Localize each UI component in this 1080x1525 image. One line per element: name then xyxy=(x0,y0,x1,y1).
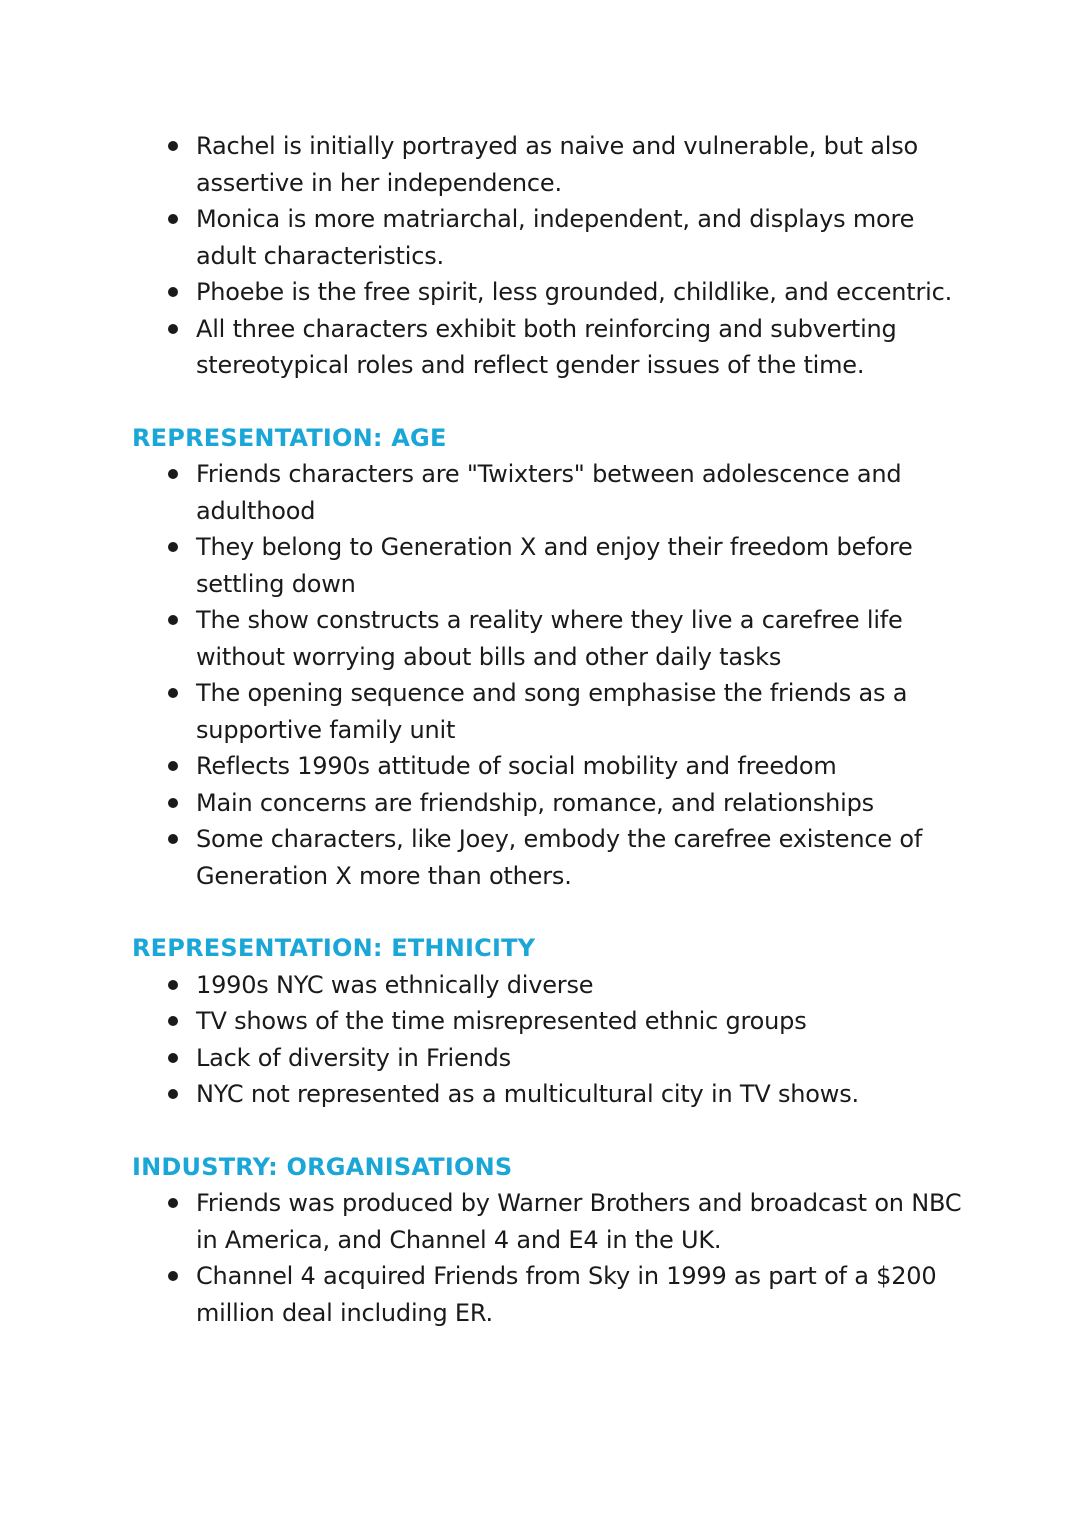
bullet-dot-icon xyxy=(168,688,178,698)
list-item-text: Lack of diversity in Friends xyxy=(196,1043,511,1072)
section-representation-age xyxy=(132,420,962,895)
list-item xyxy=(132,602,962,675)
list-item-text: All three characters exhibit both reinforcing and subverting stereotypical roles and reflect gender issues of the time. xyxy=(196,314,897,379)
bullet-dot-icon xyxy=(168,834,178,844)
list-item xyxy=(132,128,962,201)
list-item xyxy=(132,311,962,384)
bullet-list xyxy=(132,128,962,384)
list-item-text: Rachel is initially portrayed as naive and vulnerable, but also assertive in her independence. xyxy=(196,132,919,197)
bullet-dot-icon xyxy=(168,798,178,808)
bullet-dot-icon xyxy=(168,1089,178,1099)
list-item-text: Channel 4 acquired Friends from Sky in 1999 as part of a $200 million deal including ER. xyxy=(196,1262,937,1327)
list-item xyxy=(132,1185,962,1258)
list-item-text: Friends characters are "Twixters" between adolescence and adulthood xyxy=(196,460,902,525)
bullet-dot-icon xyxy=(168,1198,178,1208)
list-item xyxy=(132,1003,962,1040)
section-gender-continued xyxy=(132,128,962,384)
section-heading: REPRESENTATION: AGE xyxy=(132,423,447,452)
list-item-text: Main concerns are friendship, romance, and relationships xyxy=(196,788,874,817)
list-item xyxy=(132,967,962,1004)
list-item-text: Some characters, like Joey, embody the carefree existence of Generation X more than others. xyxy=(196,825,923,890)
list-item xyxy=(132,529,962,602)
section-industry-organisations xyxy=(132,1149,962,1332)
list-item-text: Friends was produced by Warner Brothers and broadcast on NBC in America, and Channel 4 and E4 in the UK. xyxy=(196,1189,962,1254)
bullet-list xyxy=(132,967,962,1113)
list-item-text: Phoebe is the free spirit, less grounded, childlike, and eccentric. xyxy=(196,278,953,306)
list-item-text: Reflects 1990s attitude of social mobility and freedom xyxy=(196,752,837,780)
document-content xyxy=(132,128,962,1331)
list-item xyxy=(132,785,962,822)
bullet-dot-icon xyxy=(168,324,178,334)
section-heading: INDUSTRY: ORGANISATIONS xyxy=(132,1152,513,1181)
bullet-dot-icon xyxy=(168,1053,178,1063)
list-item xyxy=(132,748,962,785)
bullet-dot-icon xyxy=(168,615,178,625)
list-item-text: TV shows of the time misrepresented ethnic groups xyxy=(196,1007,807,1035)
bullet-dot-icon xyxy=(168,980,178,990)
section-heading: REPRESENTATION: ETHNICITY xyxy=(132,934,536,962)
bullet-dot-icon xyxy=(168,542,178,552)
bullet-dot-icon xyxy=(168,141,178,151)
list-item-text: Monica is more matriarchal, independent, and displays more adult characteristics. xyxy=(196,205,915,270)
bullet-dot-icon xyxy=(168,761,178,771)
list-item-text: They belong to Generation X and enjoy their freedom before settling down xyxy=(196,533,913,598)
list-item xyxy=(132,675,962,748)
bullet-dot-icon xyxy=(168,287,178,297)
list-item xyxy=(132,1040,962,1077)
list-item xyxy=(132,1076,962,1113)
bullet-list xyxy=(132,456,962,894)
list-item xyxy=(132,456,962,529)
section-representation-ethnicity xyxy=(132,930,962,1113)
bullet-dot-icon xyxy=(168,214,178,224)
list-item-text: 1990s NYC was ethnically diverse xyxy=(196,970,594,999)
list-item xyxy=(132,201,962,274)
list-item xyxy=(132,1258,962,1331)
list-item-text: The show constructs a reality where they live a carefree life without worrying about bills and other daily tasks xyxy=(196,606,903,671)
list-item xyxy=(132,821,962,894)
bullet-dot-icon xyxy=(168,469,178,479)
bullet-list xyxy=(132,1185,962,1331)
list-item xyxy=(132,274,962,311)
list-item-text: NYC not represented as a multicultural city in TV shows. xyxy=(196,1080,859,1108)
bullet-dot-icon xyxy=(168,1016,178,1026)
bullet-dot-icon xyxy=(168,1271,178,1281)
list-item-text: The opening sequence and song emphasise the friends as a supportive family unit xyxy=(196,679,908,744)
